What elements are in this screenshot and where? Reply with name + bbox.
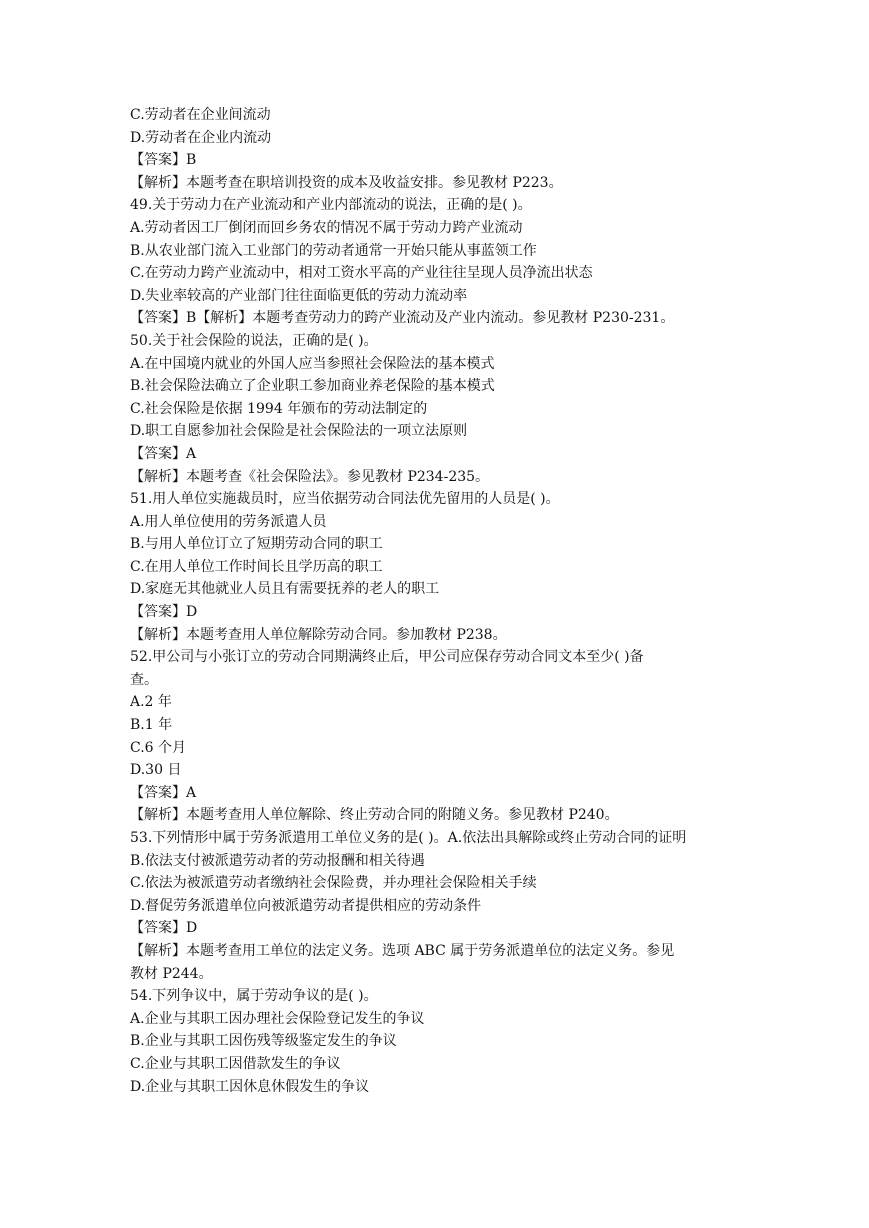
document-page (130, 104, 745, 1098)
question-54: 54.下列争议中，属于劳动争议的是( )。 (130, 988, 378, 1005)
option-line: A.用人单位使用的劳务派遣人员 (130, 513, 327, 530)
answer-line: 【答案】A (130, 445, 197, 462)
analysis-line: 【解析】本题考查用人单位解除、终止劳动合同的附随义务。参见教材 P240。 (130, 807, 619, 824)
option-line: A.企业与其职工因办理社会保险登记发生的争议 (130, 1010, 425, 1027)
option-line: D.职工自愿参加社会保险是社会保险法的一项立法原则 (130, 423, 468, 440)
option-line: C.社会保险是依据 1994 年颁布的劳动法制定的 (130, 400, 428, 417)
option-line: A.在中国境内就业的外国人应当参照社会保险法的基本模式 (130, 355, 495, 372)
option-line: B.依法支付被派遣劳动者的劳动报酬和相关待遇 (130, 852, 425, 869)
analysis-line: 【解析】本题考查用人单位解除劳动合同。参加教材 P238。 (130, 626, 507, 643)
answer-line: 【答案】A (130, 784, 197, 801)
question-51: 51.用人单位实施裁员时，应当依据劳动合同法优先留用的人员是( )。 (130, 491, 560, 508)
analysis-line: 【解析】本题考查《社会保险法》。参见教材 P234-235。 (130, 468, 490, 485)
option-line: A.劳动者因工厂倒闭而回乡务农的情况不属于劳动力跨产业流动 (130, 219, 523, 236)
answer-line: 【答案】D (130, 920, 198, 937)
option-line: D.30 日 (130, 762, 182, 779)
option-line: B.从农业部门流入工业部门的劳动者通常一开始只能从事蓝领工作 (130, 242, 537, 259)
option-line: A.2 年 (130, 694, 172, 711)
option-line: D.家庭无其他就业人员且有需要抚养的老人的职工 (130, 581, 440, 598)
analysis-line: 【解析】本题考查用工单位的法定义务。选项 ABC 属于劳务派遣单位的法定义务。参见 (130, 942, 675, 959)
question-50: 50.关于社会保险的说法，正确的是( )。 (130, 332, 378, 349)
option-line: B.社会保险法确立了企业职工参加商业养老保险的基本模式 (130, 378, 495, 395)
option-line: C.依法为被派遣劳动者缴纳社会保险费，并办理社会保险相关手续 (130, 875, 537, 892)
text-line: C.劳动者在企业间流动 (130, 107, 271, 123)
text-line: D.劳动者在企业内流动 (130, 129, 272, 146)
option-line: B.1 年 (130, 717, 173, 734)
option-line: B.与用人单位订立了短期劳动合同的职工 (130, 536, 383, 553)
option-line: C.在用人单位工作时间长且学历高的职工 (130, 558, 383, 575)
option-line: C.6 个月 (130, 739, 187, 756)
option-line: B.企业与其职工因伤残等级鉴定发生的争议 (130, 1033, 397, 1050)
analysis-line-continued: 教材 P244。 (130, 965, 213, 982)
question-53: 53.下列情形中属于劳务派遣用工单位义务的是( )。A.依法出具解除或终止劳动合同的证明 (130, 830, 687, 846)
option-line: C.在劳动力跨产业流动中，相对工资水平高的产业往往呈现人员净流出状态 (130, 265, 593, 282)
option-line: C.企业与其职工因借款发生的争议 (130, 1055, 341, 1072)
question-52: 52.甲公司与小张订立的劳动合同期满终止后，甲公司应保存劳动合同文本至少( )备 (130, 649, 644, 666)
question-49: 49.关于劳动力在产业流动和产业内部流动的说法，正确的是( )。 (130, 197, 532, 214)
answer-line: 【答案】B【解析】本题考查劳动力的跨产业流动及产业内流动。参见教材 P230-231。 (130, 310, 675, 327)
option-line: D.失业率较高的产业部门往往面临更低的劳动力流动率 (130, 287, 468, 304)
option-line: D.督促劳务派遣单位向被派遣劳动者提供相应的劳动条件 (130, 897, 482, 914)
answer-line: 【答案】B (130, 152, 197, 169)
answer-line: 【答案】D (130, 604, 198, 621)
analysis-line: 【解析】本题考查在职培训投资的成本及收益安排。参见教材 P223。 (130, 174, 563, 191)
option-line: D.企业与其职工因休息休假发生的争议 (130, 1078, 370, 1095)
question-52-continued: 查。 (130, 671, 158, 688)
